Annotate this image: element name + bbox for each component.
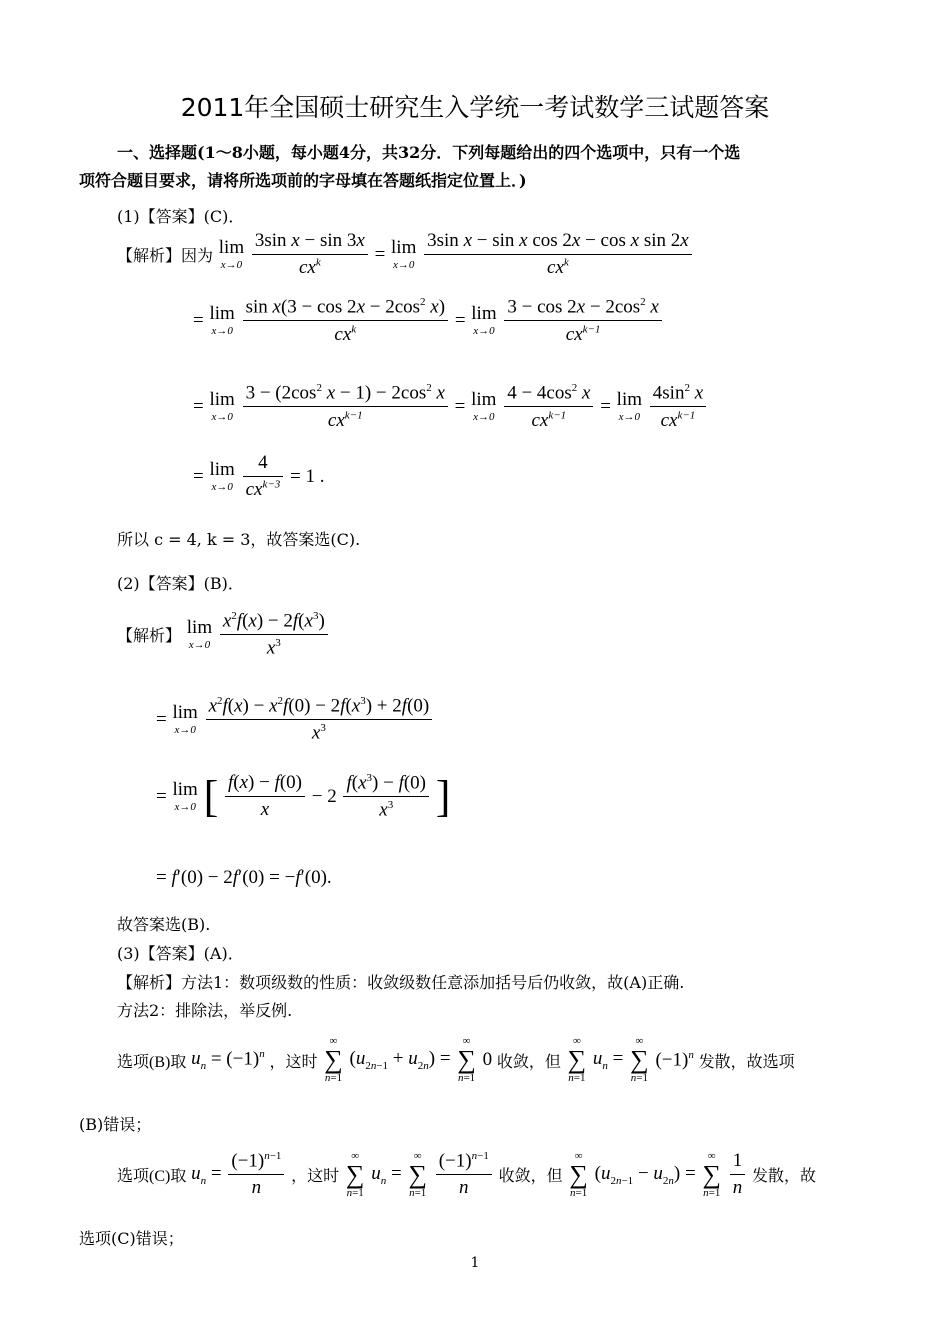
q1-analysis-label: 【解析】因为 bbox=[117, 248, 214, 266]
q3-optC-tail: 选项(C)错误； bbox=[79, 1229, 184, 1248]
q3-optC-line: 选项(C)取 $u_n$ = $\frac{(-1)^{n-1}}{n}$ ，这时 ∞ ∑ n=1 $u_n$ = ∞ ∑ n=1 $\frac{(-1)^{n-1}}{n}$ 收敛，但 ∞ ∑ n=1 $(u_{2n-1} - u_{2n})$ = ∞ ∑ n=1 $\frac{1}{n}$ 发散，故 bbox=[117, 1149, 817, 1199]
q1-conclusion: 所以 c = 4, k = 3，故答案选(C). bbox=[117, 530, 361, 549]
q3-answer: (3)【答案】(A)． bbox=[117, 944, 244, 963]
q3-analysis: 【解析】方法1：数项级数的性质：收敛级数任意添加括号后仍收敛，故(A)正确. bbox=[117, 973, 685, 992]
q3-optB-tail: (B)错误； bbox=[79, 1115, 152, 1134]
q1-eq-line3: = lim x→0 $\frac{3 - (2\cos^2 x - 1) - 2\cos^2 x}{cx^{k-1}}$ = lim x→0 $\frac{4 - 4\cos^2 x}{cx^{k-1}}$ = lim x→0 $\frac{4\sin^2 x}{cx^{k-1}}$ bbox=[193, 382, 708, 432]
q1-eq-line1: 【解析】因为 lim x→0 $\frac{\text{3sin x − sin 3x}}{cx^k}$ = lim x→0 $\frac{\text{3sin x − sin x cos 2x − cos x sin 2x}}{cx^k}$ bbox=[117, 230, 694, 279]
page-number: 1 bbox=[470, 1255, 480, 1271]
q1-eq-line4: = lim x→0 $\frac{4}{cx^{k-3}}$ = 1 . bbox=[193, 452, 325, 501]
q2-analysis-label: 【解析】 bbox=[117, 628, 182, 646]
q2-answer: (2)【答案】(B)． bbox=[117, 574, 244, 593]
section-header-line2: 项符合题目要求，请将所选项前的字母填在答题纸指定位置上．) bbox=[79, 171, 527, 190]
q2-conclusion: 故答案选(B). bbox=[117, 915, 211, 934]
section-header-line1: 一、选择题(1～8小题，每小题4分，共32分．下列每题给出的四个选项中，只有一个选 bbox=[117, 143, 741, 162]
q1-answer: (1)【答案】(C)． bbox=[117, 207, 245, 226]
page-title: 2011年全国硕士研究生入学统一考试数学三试题答案 bbox=[180, 93, 770, 122]
q3-optB-line: 选项(B)取 $u_n = (-1)^n$ ，这时 ∞ ∑ n=1 $(u_{2n-1} + u_{2n})$ = ∞ ∑ n=1 0 收敛，但 ∞ ∑ n=1 $u_n$ = ∞ ∑ n=1 $(-1)^n$ 发散，故选项 bbox=[117, 1035, 795, 1084]
q1-eq-line2: = lim x→0 $\frac{\sin x(3 - \cos 2x - 2\cos^2 x)}{cx^k}$ = lim x→0 $\frac{3 - \cos 2x - 2\cos^2 x}{cx^{k-1}}$ bbox=[193, 296, 664, 346]
q2-eq-line1: 【解析】 lim x→0 $\frac{x^2f(x) - 2f(x^3)}{x^3}$ bbox=[117, 610, 330, 660]
q2-eq-line2: = lim x→0 $\frac{x^2f(x) - x^2f(0) - 2f(x^3) + 2f(0)}{x^3}$ bbox=[156, 695, 434, 745]
q2-eq-line3: = lim x→0 [ $\frac{f(x) - f(0)}{x}$ − 2 $\frac{f(x^3) - f(0)}{x^3}$ ] bbox=[156, 771, 451, 821]
q3-method2: 方法2：排除法，举反例. bbox=[117, 1001, 293, 1020]
q2-eq-line4: = f′(0) − 2f′(0) = −f′(0). bbox=[156, 866, 332, 888]
